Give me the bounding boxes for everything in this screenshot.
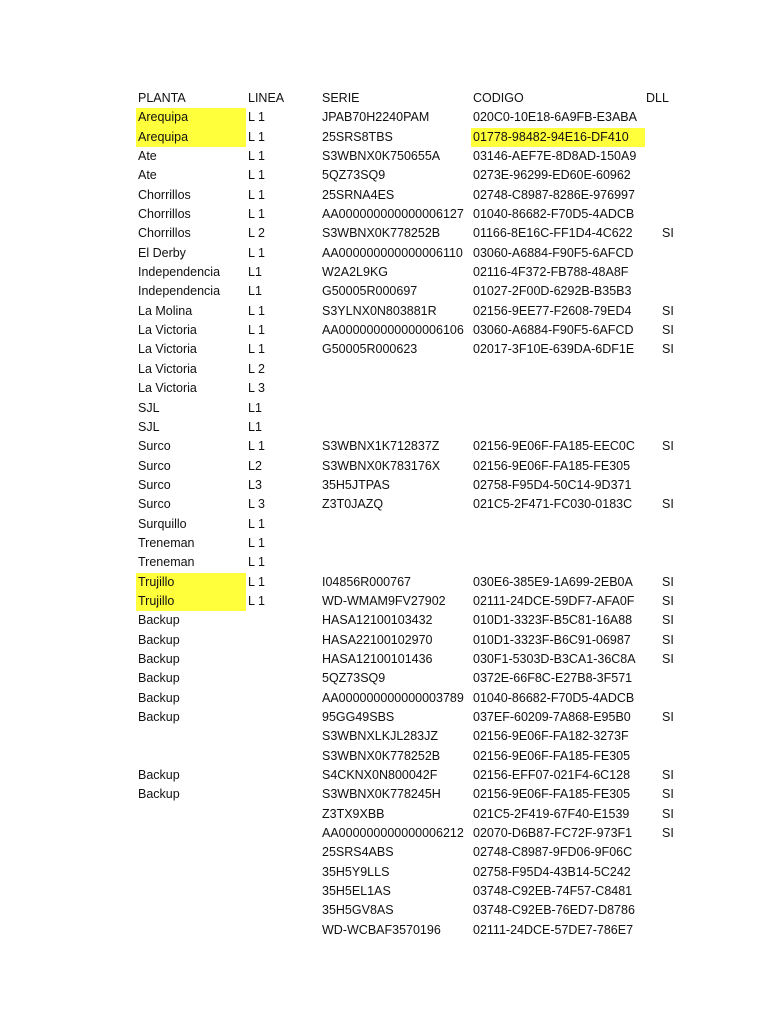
cell-codigo: 02748-C8987-9FD06-9F06C <box>473 845 633 860</box>
cell-linea: L 1 <box>248 593 265 608</box>
cell-codigo: 02156-EFF07-021F4-6C128 <box>473 768 631 783</box>
header-row <box>0 89 768 108</box>
table-row <box>0 224 768 243</box>
cell-linea: L 1 <box>248 110 265 125</box>
table-row <box>0 166 768 185</box>
cell-codigo: 02111-24DCE-57DE7-786E7 <box>473 922 634 937</box>
cell-codigo: 02111-24DCE-59DF7-AFA0F <box>473 593 635 608</box>
cell-codigo: 02758-F95D4-50C14-9D371 <box>473 477 632 492</box>
cell-codigo: 037EF-60209-7A868-E95B0 <box>473 710 631 724</box>
cell-codigo: 030F1-5303D-B3CA1-36C8A <box>473 651 636 666</box>
cell-linea: L 1 <box>248 303 265 318</box>
table-row <box>0 476 768 495</box>
cell-planta: La Molina <box>138 303 193 318</box>
table-row <box>0 263 768 282</box>
table-row <box>0 766 768 785</box>
table-row <box>0 340 768 359</box>
cell-planta: Backup <box>138 768 180 783</box>
cell-codigo: 01040-86682-F70D5-4ADCB <box>473 207 635 222</box>
table-row <box>0 186 768 205</box>
cell-serie: AA000000000000006106 <box>322 323 464 338</box>
table-row <box>0 457 768 476</box>
cell-linea: L 2 <box>248 361 265 376</box>
table-row <box>0 282 768 301</box>
cell-linea: L 1 <box>248 323 265 338</box>
cell-dll: SI <box>662 632 674 647</box>
table-row <box>0 901 768 920</box>
cell-serie: W2A2L9KG <box>322 265 389 280</box>
table-row <box>0 669 768 688</box>
cell-dll: SI <box>662 710 674 724</box>
table-row <box>0 863 768 882</box>
table-row <box>0 727 768 746</box>
cell-codigo: 021C5-2F419-67F40-E1539 <box>473 806 630 821</box>
cell-serie: 95GG49SBS <box>322 710 395 724</box>
table-row <box>0 360 768 379</box>
cell-planta: La Victoria <box>138 342 197 357</box>
cell-serie: S3WBNX0K750655A <box>322 149 441 164</box>
cell-codigo: 02156-9E06F-FA185-FE305 <box>473 458 631 473</box>
cell-planta: Surco <box>138 439 171 454</box>
table-row <box>0 437 768 456</box>
cell-serie: G50005R000697 <box>322 284 418 299</box>
cell-codigo: 02748-C8987-8286E-976997 <box>473 187 635 202</box>
cell-planta: Backup <box>138 613 180 628</box>
cell-planta: Surco <box>138 458 171 473</box>
cell-linea: L3 <box>248 477 262 492</box>
header-serie: SERIE <box>322 91 360 105</box>
cell-serie: I04856R000767 <box>322 574 411 589</box>
table-row <box>0 708 768 727</box>
cell-codigo: 01166-8E16C-FF1D4-4C622 <box>473 226 633 241</box>
cell-codigo: 02156-9E06F-FA185-FE305 <box>473 787 631 802</box>
cell-planta: Chorrillos <box>138 226 191 241</box>
cell-linea: L 1 <box>248 207 265 222</box>
cell-planta: Arequipa <box>136 108 246 127</box>
table-row <box>0 882 768 901</box>
cell-planta: Treneman <box>138 555 195 570</box>
cell-dll: SI <box>662 323 674 338</box>
cell-planta: SJL <box>138 419 160 434</box>
spreadsheet <box>0 89 768 940</box>
cell-serie: Z3T0JAZQ <box>322 497 384 512</box>
table-row <box>0 399 768 418</box>
cell-linea: L 1 <box>248 342 265 357</box>
cell-serie: 35H5JTPAS <box>322 477 390 492</box>
cell-codigo: 0273E-96299-ED60E-60962 <box>473 168 631 183</box>
table-row <box>0 205 768 224</box>
table-row <box>0 747 768 766</box>
cell-serie: S3WBNXLKJL283JZ <box>322 729 439 744</box>
cell-linea: L 1 <box>248 129 265 144</box>
table-row <box>0 689 768 708</box>
cell-dll: SI <box>662 497 674 512</box>
cell-codigo: 03060-A6884-F90F5-6AFCD <box>473 323 634 338</box>
cell-linea: L1 <box>248 400 262 415</box>
cell-codigo: 01027-2F00D-6292B-B35B3 <box>473 284 632 299</box>
header-codigo: CODIGO <box>473 91 524 105</box>
cell-planta: La Victoria <box>138 381 197 396</box>
cell-serie: 5QZ73SQ9 <box>322 671 386 686</box>
cell-linea: L 1 <box>248 187 265 202</box>
table-row <box>0 611 768 630</box>
cell-codigo: 02156-9E06F-FA185-EEC0C <box>473 439 635 454</box>
table-row <box>0 650 768 669</box>
cell-dll: SI <box>662 613 674 628</box>
cell-serie: 35H5GV8AS <box>322 903 394 918</box>
table-row <box>0 824 768 843</box>
table-row <box>0 379 768 398</box>
cell-serie: HASA22100102970 <box>322 632 433 647</box>
cell-dll: SI <box>662 303 674 318</box>
cell-linea: L 1 <box>248 439 265 454</box>
cell-planta: Backup <box>138 632 180 647</box>
table-row <box>0 553 768 572</box>
cell-serie: 25SRS8TBS <box>322 129 393 144</box>
cell-planta: Surco <box>138 477 171 492</box>
cell-serie: AA000000000000006127 <box>322 207 464 222</box>
cell-codigo: 01778-98482-94E16-DF410 <box>471 128 645 147</box>
cell-serie: AA000000000000006110 <box>322 245 463 260</box>
cell-linea: L 2 <box>248 226 265 241</box>
cell-codigo: 030E6-385E9-1A699-2EB0A <box>473 574 633 589</box>
cell-dll: SI <box>662 651 674 666</box>
cell-planta: El Derby <box>138 245 186 260</box>
cell-planta: Surco <box>138 497 171 512</box>
header-planta: PLANTA <box>138 91 186 105</box>
cell-dll: SI <box>662 439 674 454</box>
cell-dll: SI <box>662 768 674 783</box>
cell-codigo: 03748-C92EB-74F57-C8481 <box>473 884 633 899</box>
table-row <box>0 534 768 553</box>
table-row <box>0 515 768 534</box>
cell-planta: La Victoria <box>138 323 197 338</box>
cell-planta: Backup <box>138 710 180 724</box>
cell-dll: SI <box>662 826 674 841</box>
cell-planta: Backup <box>138 671 180 686</box>
cell-codigo: 02156-9EE77-F2608-79ED4 <box>473 303 632 318</box>
cell-serie: S4CKNX0N800042F <box>322 768 438 783</box>
cell-serie: S3WBNX1K712837Z <box>322 439 440 454</box>
table-row <box>0 843 768 862</box>
cell-serie: AA000000000000006212 <box>322 826 464 841</box>
cell-serie: 35H5EL1AS <box>322 884 391 899</box>
cell-codigo: 02156-9E06F-FA182-3273F <box>473 729 629 744</box>
cell-planta: Backup <box>138 651 180 666</box>
cell-serie: S3WBNX0K778252B <box>322 748 441 763</box>
cell-linea: L 1 <box>248 555 265 570</box>
cell-dll: SI <box>662 226 674 241</box>
cell-serie: G50005R000623 <box>322 342 418 357</box>
cell-planta: Independencia <box>138 284 221 299</box>
cell-serie: WD-WMAM9FV27902 <box>322 593 446 608</box>
cell-linea: L 3 <box>248 497 265 512</box>
cell-codigo: 010D1-3323F-B6C91-06987 <box>473 632 631 647</box>
cell-planta: Independencia <box>138 265 221 280</box>
cell-linea: L2 <box>248 458 262 473</box>
table-row <box>0 302 768 321</box>
cell-planta: Arequipa <box>136 128 246 147</box>
cell-planta: La Victoria <box>138 361 197 376</box>
cell-linea: L 1 <box>248 149 265 164</box>
table-row <box>0 321 768 340</box>
cell-linea: L1 <box>248 265 262 280</box>
cell-serie: HASA12100101436 <box>322 651 433 666</box>
header-linea: LINEA <box>248 91 285 105</box>
cell-codigo: 03748-C92EB-76ED7-D8786 <box>473 903 635 918</box>
cell-planta: Trujillo <box>136 573 246 592</box>
cell-codigo: 020C0-10E18-6A9FB-E3ABA <box>473 110 637 125</box>
table-row <box>0 495 768 514</box>
cell-planta: Backup <box>138 690 180 705</box>
cell-linea: L 1 <box>248 245 265 260</box>
cell-serie: Z3TX9XBB <box>322 806 385 821</box>
cell-codigo: 010D1-3323F-B5C81-16A88 <box>473 613 633 628</box>
cell-codigo: 03146-AEF7E-8D8AD-150A9 <box>473 149 637 164</box>
cell-dll: SI <box>662 574 674 589</box>
cell-codigo: 021C5-2F471-FC030-0183C <box>473 497 633 512</box>
cell-codigo: 01040-86682-F70D5-4ADCB <box>473 690 635 705</box>
cell-codigo: 02156-9E06F-FA185-FE305 <box>473 748 631 763</box>
table-row <box>0 785 768 804</box>
cell-serie: AA000000000000003789 <box>322 690 464 705</box>
cell-codigo: 0372E-66F8C-E27B8-3F571 <box>473 671 633 686</box>
cell-linea: L 1 <box>248 574 265 589</box>
cell-planta: Treneman <box>138 535 195 550</box>
cell-codigo: 02116-4F372-FB788-48A8F <box>473 265 629 280</box>
cell-serie: 35H5Y9LLS <box>322 864 390 879</box>
table-row <box>0 573 768 592</box>
cell-serie: S3WBNX0K778245H <box>322 787 441 802</box>
cell-planta: SJL <box>138 400 160 415</box>
cell-dll: SI <box>662 806 674 821</box>
table-row <box>0 244 768 263</box>
cell-planta: Surquillo <box>138 516 187 531</box>
table-body <box>0 108 768 940</box>
cell-linea: L 1 <box>248 168 265 183</box>
cell-linea: L 1 <box>248 516 265 531</box>
cell-serie: 25SRS4ABS <box>322 845 394 860</box>
cell-planta: Backup <box>138 787 180 802</box>
cell-planta: Chorrillos <box>138 207 191 222</box>
cell-serie: 5QZ73SQ9 <box>322 168 386 183</box>
cell-linea: L 3 <box>248 381 265 396</box>
cell-linea: L1 <box>248 419 262 434</box>
cell-serie: S3WBNX0K783176X <box>322 458 441 473</box>
table-row <box>0 108 768 127</box>
cell-serie: HASA12100103432 <box>322 613 433 628</box>
header-dll: DLL <box>646 91 669 105</box>
table-row <box>0 147 768 166</box>
table-row <box>0 128 768 147</box>
cell-codigo: 02758-F95D4-43B14-5C242 <box>473 864 631 879</box>
cell-serie: S3WBNX0K778252B <box>322 226 441 241</box>
cell-planta: Trujillo <box>136 592 246 611</box>
table-row <box>0 921 768 940</box>
table-row <box>0 418 768 437</box>
table-row <box>0 805 768 824</box>
table-row <box>0 631 768 650</box>
cell-dll: SI <box>662 787 674 802</box>
cell-linea: L 1 <box>248 535 265 550</box>
cell-planta: Ate <box>138 149 157 164</box>
cell-serie: 25SRNA4ES <box>322 187 395 202</box>
cell-linea: L1 <box>248 284 262 299</box>
cell-codigo: 03060-A6884-F90F5-6AFCD <box>473 245 634 260</box>
table-row <box>0 592 768 611</box>
cell-planta: Chorrillos <box>138 187 191 202</box>
cell-serie: S3YLNX0N803881R <box>322 303 437 318</box>
cell-serie: WD-WCBAF3570196 <box>322 922 441 937</box>
cell-codigo: 02070-D6B87-FC72F-973F1 <box>473 826 633 841</box>
cell-dll: SI <box>662 342 674 357</box>
cell-serie: JPAB70H2240PAM <box>322 110 430 125</box>
cell-planta: Ate <box>138 168 157 183</box>
cell-dll: SI <box>662 593 674 608</box>
cell-codigo: 02017-3F10E-639DA-6DF1E <box>473 342 635 357</box>
